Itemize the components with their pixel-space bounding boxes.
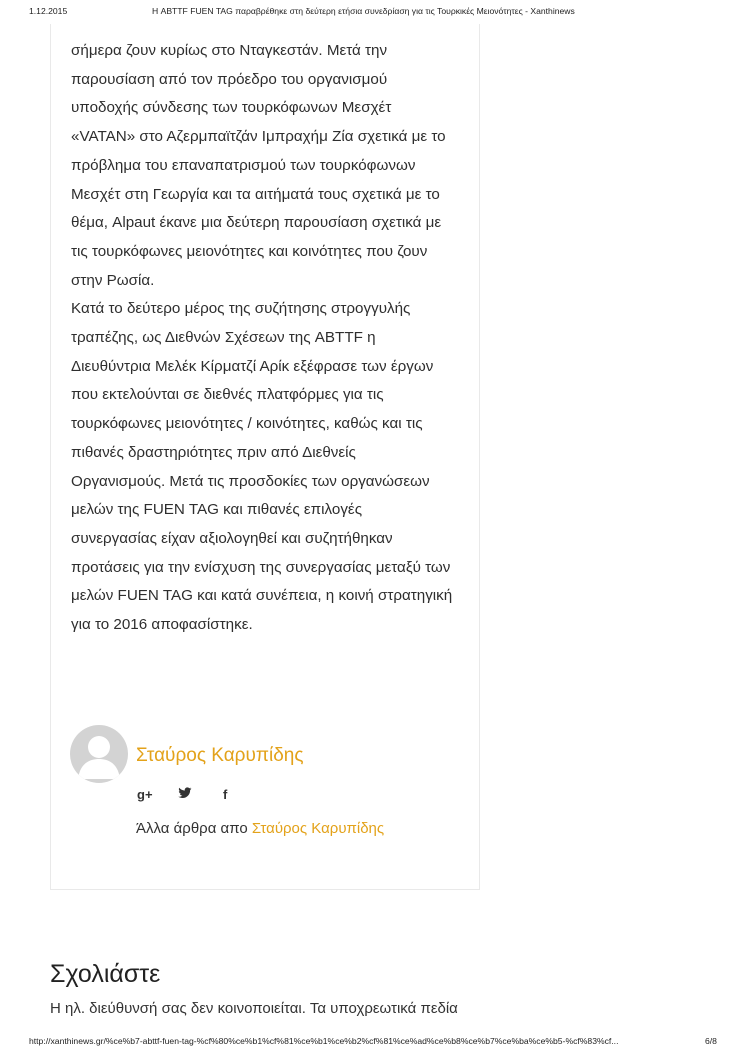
print-url: http://xanthinews.gr/%ce%b7-abttf-fuen-tag-%cf%80%ce%b1%cf%81%ce%b1%ce%b2%cf%81%ce%ad%ce%b8%ce%b7%ce%ba%ce%b5-%cf%83%cf...	[29, 1036, 619, 1046]
avatar[interactable]	[70, 725, 128, 783]
facebook-icon[interactable]: f	[223, 787, 228, 802]
article-line: σήμερα ζουν κυρίως στο Νταγκεστάν. Μετά την	[71, 42, 388, 59]
print-page-number: 6/8	[705, 1036, 717, 1046]
print-page-title: Η ABTTF FUEN TAG παραβρέθηκε στη δεύτερη ετήσια συνεδρίαση για τις Τουρκικές Μειονότητες - Xanthinews	[152, 6, 575, 16]
article-line: μελών FUEN TAG και κατά συνέπεια, η κοινή στρατηγική	[71, 587, 453, 605]
article-line: παρουσίαση από τον πρόεδρο του οργανισμού	[71, 70, 388, 88]
print-date: 1.12.2015	[29, 6, 68, 16]
article-line: πρόβλημα του επαναπατρισμού των τουρκόφωνων	[71, 156, 416, 174]
article-line: τουρκόφωνες μειονότητες / κοινότητες, καθώς και τις	[71, 415, 423, 433]
more-articles-author-link[interactable]: Σταύρος Καρυπίδης	[251, 820, 385, 837]
article-line: Οργανισμούς. Μετά τις προσδοκίες των οργανώσεων	[71, 472, 430, 490]
article-line: Κατά το δεύτερο μέρος της συζήτησης στρογγυλής	[71, 300, 411, 318]
more-articles-label: Άλλα άρθρα απο	[136, 820, 248, 837]
twitter-bird-icon	[178, 787, 192, 799]
article-line: υποδοχής σύνδεσης των τουρκόφωνων Μεσχέτ	[71, 99, 392, 117]
article-line: Μεσχέτ στη Γεωργία και τα αιτήματά τους σχετικά με το	[71, 185, 440, 203]
article-line: που εκτελούνται σε διεθνές πλατφόρμες για τις	[71, 386, 384, 404]
article-line: για το 2016 αποφασίστηκε.	[71, 616, 253, 634]
article-line: μελών της FUEN TAG και πιθανές επιλογές	[71, 501, 363, 519]
article-body	[71, 37, 471, 640]
article-line: «VATAN» στο Αζερμπαϊτζάν Ιμπραχήμ Ζία σχετικά με το	[71, 128, 446, 146]
article-line: πιθανές δραστηριότητες πριν από Διεθνείς	[71, 443, 356, 461]
twitter-icon[interactable]	[178, 787, 192, 802]
author-name-link[interactable]: Σταύρος Καρυπίδης	[136, 745, 304, 766]
print-header	[0, 6, 750, 20]
article-line: συνεργασίας είχαν αξιολογηθεί και συζητήθηκαν	[71, 529, 393, 547]
article-line: τραπέζης, ως Διεθνών Σχέσεων της ABTTF η	[71, 329, 376, 347]
article-line: θέμα, Alpaut έκανε μια δεύτερη παρουσίαση σχετικά με	[71, 214, 442, 232]
article-line: προτάσεις για την ενίσχυση της συνεργασίας μεταξύ των	[71, 558, 451, 576]
googleplus-icon[interactable]: g+	[137, 787, 153, 802]
print-footer	[0, 1036, 750, 1050]
more-articles	[136, 820, 384, 837]
article-line: τις τουρκόφωνες μειονότητες και κοινότητες που ζουν	[71, 242, 428, 260]
article-line: Διευθύντρια Μελέκ Κίρματζί Αρίκ εξέφρασε των έργων	[71, 357, 434, 375]
avatar-placeholder-icon	[70, 725, 128, 783]
article-line: στην Ρωσία.	[71, 271, 155, 289]
comments-heading: Σχολιάστε	[50, 960, 161, 988]
author-box	[70, 725, 470, 865]
comments-note: Η ηλ. διεύθυνσή σας δεν κοινοποιείται. Τα υποχρεωτικά πεδία	[50, 1000, 458, 1017]
